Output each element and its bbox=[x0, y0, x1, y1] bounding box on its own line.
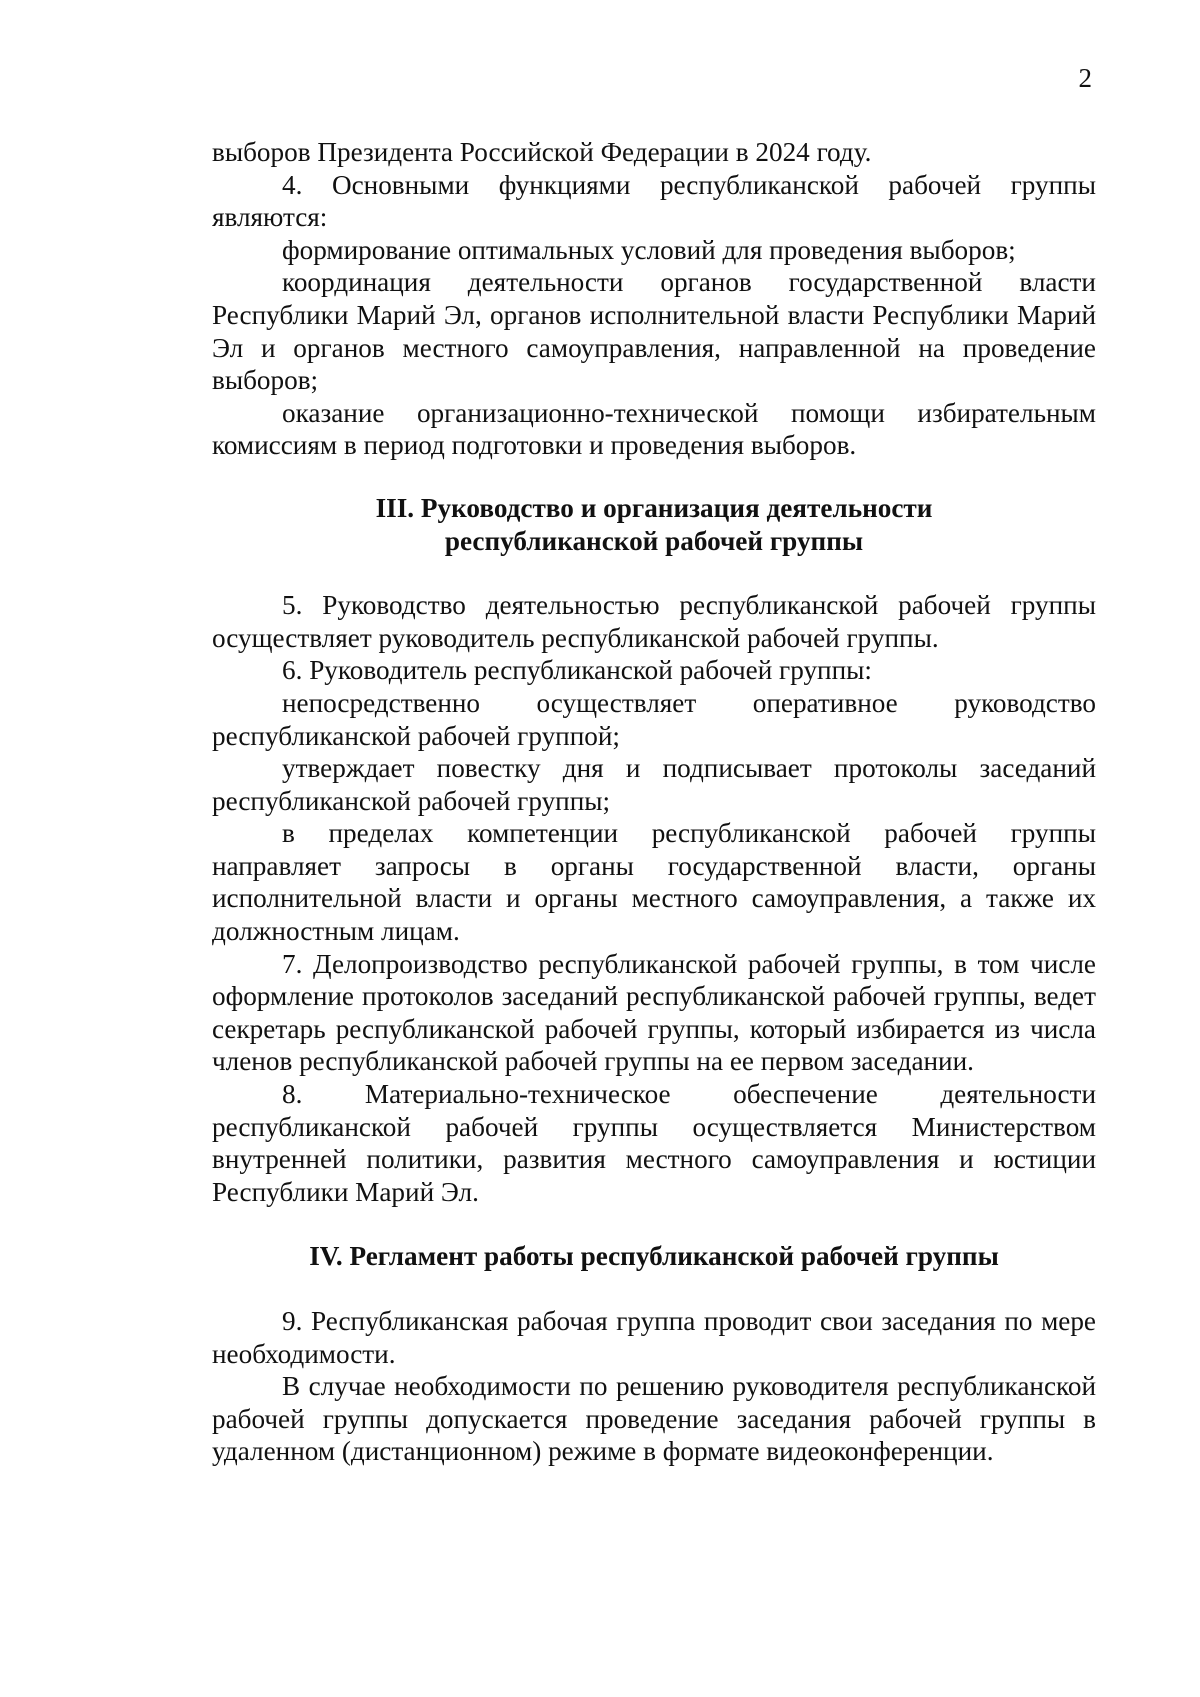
section-4-body bbox=[212, 1305, 1096, 1468]
paragraph-item-8: 8. Материально-техническое обеспечение деятельности республиканской рабочей группы осуществляется Министерством внутренней политики, развития местного самоуправления и юстиции Республики Марий Эл. bbox=[212, 1079, 1096, 1207]
paragraph-function-1: формирование оптимальных условий для проведения выборов; bbox=[282, 234, 1016, 265]
paragraph-remote-meeting: В случае необходимости по решению руководителя республиканской рабочей группы допускается проведение заседания рабочей группы в удаленном (дистанционном) режиме в формате видеоконференции. bbox=[212, 1371, 1096, 1467]
section-heading-3 bbox=[212, 492, 1096, 557]
paragraph-item-7: 7. Делопроизводство республиканской рабочей группы, в том числе оформление протоколов заседаний республиканской рабочей группы, ведет секретарь республиканской рабочей группы, который избирается из числа членов республиканской рабочей группы на ее первом заседании. bbox=[212, 948, 1096, 1077]
paragraph-item-4: 4. Основными функциями республиканской рабочей группы являются: bbox=[212, 169, 1096, 233]
section-3-body bbox=[212, 589, 1096, 1208]
page-number: 2 bbox=[1078, 63, 1092, 93]
paragraph-continuation: выборов Президента Российской Федерации в 2024 году. bbox=[212, 137, 872, 167]
section-heading-3-line2: республиканской рабочей группы bbox=[444, 525, 864, 556]
document-body bbox=[212, 136, 1096, 1468]
paragraph-duty-3: в пределах компетенции республиканской рабочей группы направляет запросы в органы государственной власти, органы исполнительной власти и органы местного самоуправления, а также их должностным лицам. bbox=[212, 818, 1096, 947]
paragraph-function-2: координация деятельности органов государственной власти Республики Марий Эл, органов исполнительной власти Республики Марий Эл и органов местного самоуправления, направленной на проведение выборов; bbox=[212, 267, 1096, 396]
paragraph-duty-2: утверждает повестку дня и подписывает протоколы заседаний республиканской рабочей группы; bbox=[212, 753, 1096, 816]
paragraph-item-9: 9. Республиканская рабочая группа проводит свои заседания по мере необходимости. bbox=[212, 1306, 1096, 1369]
section-heading-4: IV. Регламент работы республиканской рабочей группы bbox=[309, 1241, 999, 1272]
paragraph-item-6: 6. Руководитель республиканской рабочей группы: bbox=[282, 655, 872, 686]
paragraph-item-5: 5. Руководство деятельностью республиканской рабочей группы осуществляет руководитель республиканской рабочей группы. bbox=[212, 590, 1096, 653]
paragraph-function-3: оказание организационно-технической помощи избирательным комиссиям в период подготовки и проведения выборов. bbox=[212, 397, 1096, 461]
paragraph-duty-1: непосредственно осуществляет оперативное руководство республиканской рабочей группой; bbox=[212, 687, 1096, 751]
section-heading-3-line1: III. Руководство и организация деятельности bbox=[375, 492, 933, 523]
